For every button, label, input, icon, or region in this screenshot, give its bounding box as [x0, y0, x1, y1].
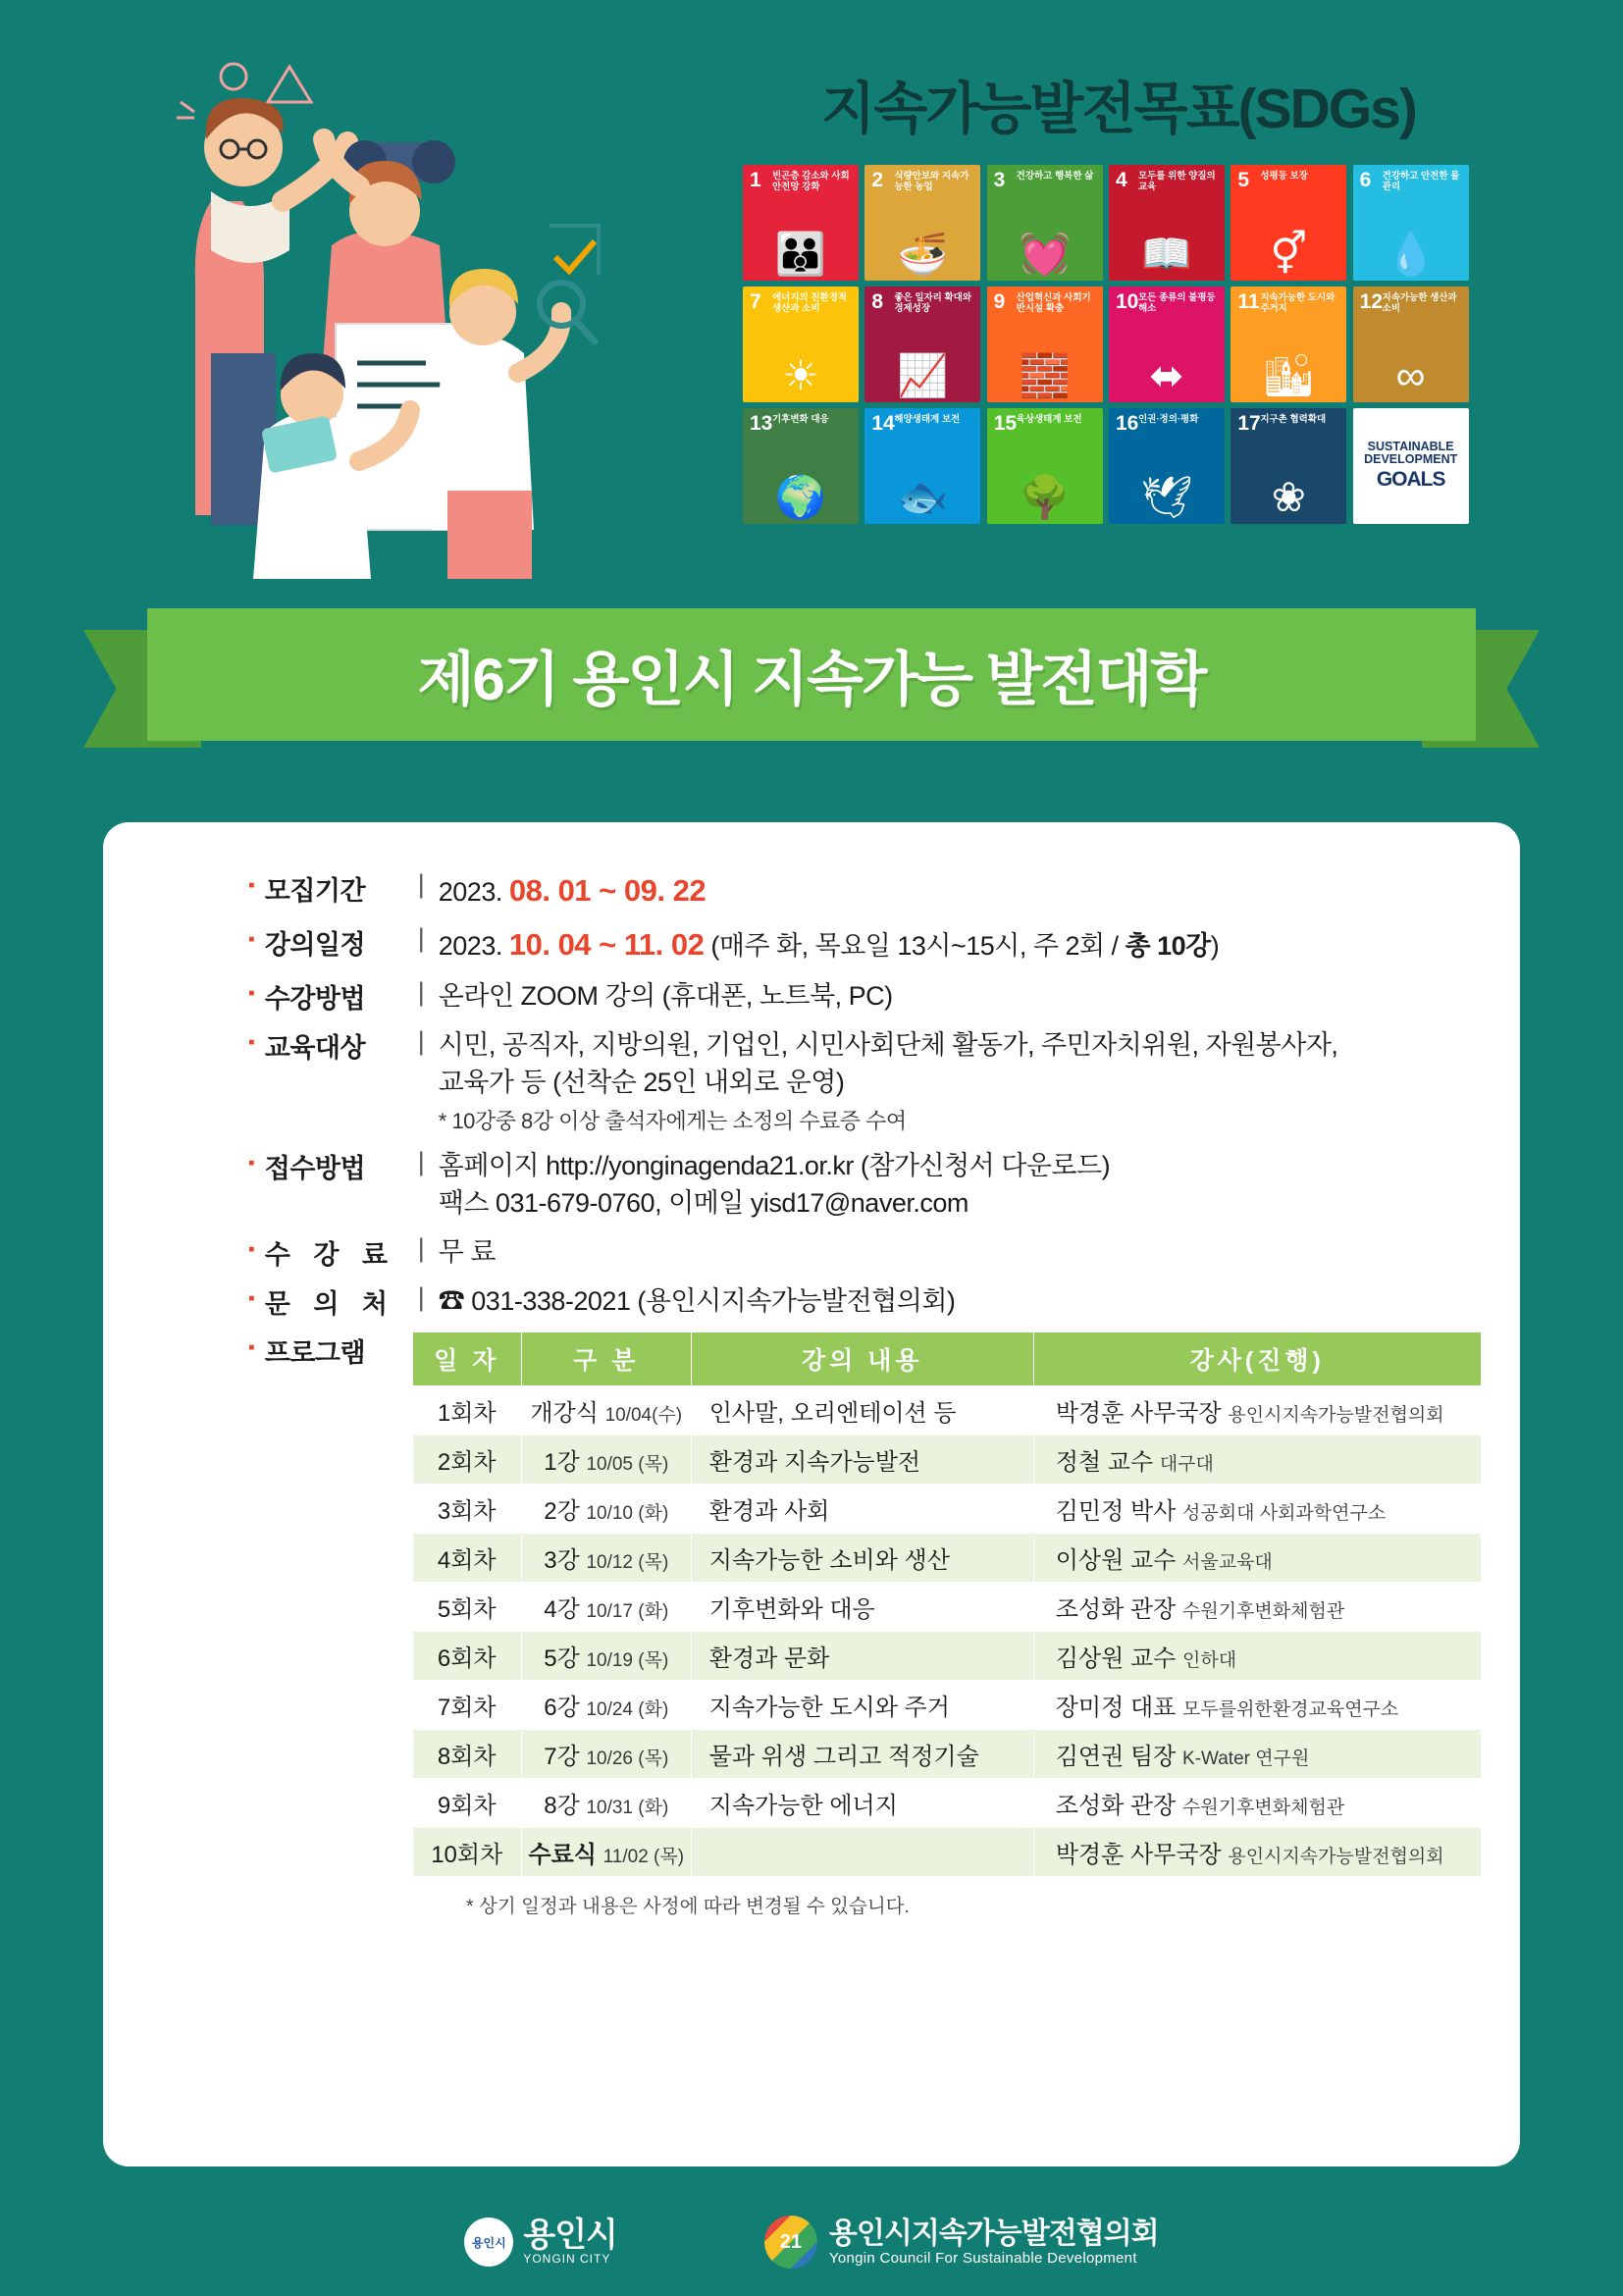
cell-no: 6회차 [412, 1631, 521, 1680]
lect-name: 정철 교수 [1055, 1448, 1154, 1476]
th-date: 일 자 [412, 1331, 521, 1385]
info-row-recruit [248, 869, 1494, 913]
divider: | [417, 977, 425, 1008]
sdg-goal-label: 좋은 일자리 확대와 경제성장 [894, 292, 972, 314]
div-text: 7강 [544, 1743, 580, 1770]
schedule-label: 강의일정 [264, 930, 366, 961]
cell-no: 1회차 [412, 1385, 521, 1435]
council-logo [764, 2216, 1159, 2269]
recruit-range: 08. 01 ~ 09. 22 [508, 873, 707, 908]
apply-value [439, 1147, 1110, 1223]
target-line2: 교육가 등 (선착순 25인 내외로 운영) [438, 1068, 845, 1098]
lect-name: 박경훈 사무국장 [1055, 1841, 1222, 1868]
sdg-goal-icon: 🍜 [897, 231, 949, 277]
bullet-icon: ▪ [248, 875, 255, 896]
target-note: * 10강중 8강 이상 출석자에게는 소정의 수료증 수여 [438, 1108, 907, 1133]
sdg-goal-icon: 💓 [1019, 231, 1071, 277]
sdg-goal-11 [1230, 287, 1346, 402]
th-content: 강의 내용 [691, 1331, 1033, 1385]
cell-title: 지속가능한 에너지 [691, 1778, 1033, 1827]
sdg-goal-15 [987, 408, 1103, 524]
cell-lecturer [1033, 1484, 1481, 1533]
lect-name: 조성화 관장 [1055, 1595, 1177, 1623]
apply-label: 접수방법 [264, 1153, 366, 1183]
lect-affil: K-Water 연구원 [1182, 1748, 1310, 1769]
divider: | [417, 1146, 425, 1176]
cell-title: 환경과 문화 [691, 1631, 1033, 1680]
div-text: 5강 [544, 1644, 580, 1672]
cell-lecturer [1033, 1778, 1481, 1827]
sdg-goal-7 [743, 287, 859, 402]
cell-no: 7회차 [412, 1680, 521, 1729]
fee-label: 수 강 료 [264, 1239, 395, 1270]
schedule-value [439, 923, 1220, 966]
sdg-goal-label: 모든 종류의 불평등 해소 [1138, 292, 1216, 314]
lect-affil: 서울교육대 [1182, 1551, 1273, 1573]
sdg-goal-label: 에너지의 친환경적 생산과 소비 [772, 292, 848, 314]
cell-title: 기후변화와 대응 [691, 1582, 1033, 1631]
sdg-goal-label: 육상생태계 보전 [1016, 414, 1082, 425]
divider: | [417, 1026, 425, 1057]
cell-lecturer [1033, 1827, 1481, 1876]
sdg-goal-1 [743, 165, 859, 281]
sdg-goal-icon: 🐟 [897, 474, 949, 520]
table-row [412, 1533, 1481, 1582]
div-date: 10/12 (목) [586, 1551, 669, 1573]
div-date: 10/04(수) [604, 1404, 683, 1426]
th-lecturer: 강사(진행) [1033, 1331, 1481, 1385]
sdg-goal-icon: 🏙 [1262, 352, 1315, 398]
sdg-goal-label: 빈곤층 감소와 사회안전망 강화 [772, 171, 850, 192]
div-text: 2강 [544, 1497, 580, 1525]
sdg-goal-17 [1230, 408, 1346, 524]
ribbon-band [147, 608, 1476, 741]
lect-name: 박경훈 사무국장 [1055, 1399, 1222, 1427]
table-header-row [412, 1331, 1481, 1385]
sdg-goal-6 [1353, 165, 1469, 281]
cell-no: 4회차 [412, 1533, 521, 1582]
cell-lecturer [1033, 1435, 1481, 1484]
lect-affil: 수원기후변화체험관 [1182, 1797, 1345, 1818]
sdg-logo-line2: GOALS [1376, 468, 1445, 492]
council-en: Yongin Council For Sustainable Development [828, 2250, 1137, 2267]
info-row-program [248, 1331, 1494, 1877]
lect-name: 김연권 팀장 [1055, 1743, 1177, 1770]
sdg-goal-5 [1230, 165, 1346, 281]
contact-number: 031-338-2021 (용인시지속가능발전협의회) [471, 1285, 956, 1316]
sdg-goal-icon: 👪 [774, 231, 827, 277]
sdg-goal-number: 16 [1116, 412, 1139, 435]
cell-div [521, 1680, 691, 1729]
table-body [412, 1385, 1481, 1876]
info-list [248, 869, 1494, 1918]
cell-title [691, 1827, 1033, 1876]
div-date: 10/05 (목) [586, 1453, 669, 1475]
cell-lecturer [1033, 1582, 1481, 1631]
fee-value: 무 료 [438, 1236, 496, 1267]
sdg-goal-icon: ∞ [1395, 352, 1426, 398]
cell-title: 지속가능한 소비와 생산 [691, 1533, 1033, 1582]
cell-div [521, 1827, 691, 1876]
sdg-goal-icon: 📈 [897, 352, 949, 398]
info-row-target [248, 1026, 1494, 1136]
sdg-goal-icon: ❀ [1271, 474, 1306, 520]
cell-lecturer [1033, 1729, 1481, 1778]
sdg-goal-grid [743, 165, 1469, 524]
cell-div [521, 1435, 691, 1484]
bullet-icon: ▪ [248, 983, 255, 1005]
sdg-goal-3 [987, 165, 1103, 281]
info-row-apply [248, 1147, 1494, 1223]
program-label: 프로그램 [264, 1337, 366, 1368]
contact-label: 문 의 처 [264, 1288, 395, 1319]
yongin-city-mark: 용인시 [464, 2218, 513, 2267]
info-card [103, 822, 1520, 2166]
sdg-goal-icon: 🧱 [1019, 352, 1071, 398]
cell-title: 물과 위생 그리고 적정기술 [691, 1729, 1033, 1778]
divider: | [417, 1281, 425, 1312]
cell-no: 3회차 [412, 1484, 521, 1533]
info-row-fee [248, 1233, 1494, 1272]
sdg-goal-number: 2 [871, 169, 884, 191]
sdg-goal-12 [1353, 287, 1469, 402]
bullet-icon: ▪ [248, 1287, 255, 1309]
sdg-goal-label: 건강하고 안전한 물관리 [1382, 171, 1460, 192]
yongin-city-en: YONGIN CITY [523, 2252, 611, 2266]
sdg-goal-number: 6 [1359, 169, 1372, 191]
sdg-goal-icon: 📖 [1140, 231, 1193, 277]
lect-affil: 용인시지속가능발전협의회 [1228, 1404, 1444, 1426]
table-row [412, 1680, 1481, 1729]
bullet-icon: ▪ [248, 1336, 255, 1358]
cell-lecturer [1033, 1631, 1481, 1680]
method-label: 수강방법 [264, 984, 366, 1015]
recruit-year: 2023. [438, 877, 502, 907]
cell-no: 10회차 [412, 1827, 521, 1876]
sdg-goal-number: 11 [1237, 290, 1260, 313]
council-mark: 21 [764, 2216, 817, 2269]
div-text: 수료식 [528, 1841, 597, 1868]
sdg-goal-number: 1 [750, 169, 761, 191]
cell-div [521, 1385, 691, 1435]
sdg-goal-icon: 🌍 [774, 474, 827, 520]
th-division: 구 분 [521, 1331, 691, 1385]
sdg-goal-9 [987, 287, 1103, 402]
table-row [412, 1435, 1481, 1484]
table-row [412, 1778, 1481, 1827]
recruit-label: 모집기간 [264, 876, 366, 906]
div-date: 10/17 (화) [586, 1600, 669, 1622]
div-text: 6강 [544, 1694, 580, 1721]
council-name: 용인시지속가능발전협의회 [828, 2218, 1159, 2250]
cell-div [521, 1582, 691, 1631]
lect-affil: 성공회대 사회과학연구소 [1182, 1502, 1387, 1524]
poster-footer [0, 2188, 1623, 2296]
sdg-title: 지속가능발전목표(SDGs) [821, 78, 1416, 140]
div-text: 8강 [544, 1792, 580, 1819]
sdg-goal-number: 12 [1359, 290, 1384, 313]
cell-div [521, 1484, 691, 1533]
lect-affil: 용인시지속가능발전협의회 [1228, 1846, 1444, 1867]
sdg-goal-2 [864, 165, 980, 281]
div-text: 개강식 [530, 1399, 599, 1427]
yongin-city-logo [464, 2218, 617, 2267]
cell-no: 5회차 [412, 1582, 521, 1631]
lect-name: 장미정 대표 [1055, 1694, 1177, 1721]
phone-icon: ☎ [438, 1285, 465, 1316]
sdg-goal-icon: 💧 [1385, 231, 1437, 277]
divider: | [417, 869, 425, 899]
sdg-goal-icon: ⬌ [1149, 352, 1184, 398]
sdg-goal-number: 17 [1237, 412, 1261, 435]
sdg-goal-4 [1109, 165, 1225, 281]
sdg-goal-number: 9 [993, 290, 1006, 313]
cell-div [521, 1533, 691, 1582]
cell-no: 2회차 [412, 1435, 521, 1484]
sdg-goal-number: 10 [1116, 290, 1139, 313]
sdg-goal-16 [1109, 408, 1225, 524]
sdg-logo-line1: SUSTAINABLE DEVELOPMENT [1364, 439, 1458, 466]
cell-title: 인사말, 오리엔테이션 등 [691, 1385, 1033, 1435]
sdg-goal-icon: 🕊 [1140, 474, 1193, 520]
table-row [412, 1582, 1481, 1631]
div-date: 11/02 (목) [602, 1846, 685, 1867]
bullet-icon: ▪ [248, 929, 255, 951]
cell-div [521, 1729, 691, 1778]
cell-title: 환경과 지속가능발전 [691, 1435, 1033, 1484]
poster-title: 제6기 용인시 지속가능 발전대학 [417, 646, 1206, 712]
cell-div [521, 1778, 691, 1827]
sdg-goal-icon: ☀ [782, 352, 819, 398]
sdg-goal-label: 산업혁신과 사회기반시설 확충 [1016, 292, 1091, 314]
table-row [412, 1729, 1481, 1778]
schedule-detail-bold: 총 10강 [1125, 931, 1211, 962]
contact-value [439, 1282, 956, 1320]
sdg-goal-icon: ⚥ [1270, 231, 1308, 277]
method-value: 온라인 ZOOM 강의 (휴대폰, 노트북, PC) [438, 981, 893, 1012]
sdg-goal-label: 기후변화 대응 [772, 414, 829, 425]
sdg-goal-label: 지속가능한 생산과 소비 [1382, 292, 1457, 314]
target-line1: 시민, 공직자, 지방의원, 기업인, 시민사회단체 활동가, 주민자치위원, 자원봉사자, [438, 1030, 1338, 1061]
schedule-range: 10. 04 ~ 11. 02 [508, 927, 705, 963]
lect-affil: 모두를위한환경교육연구소 [1182, 1698, 1399, 1720]
sdg-goal-14 [864, 408, 980, 524]
div-text: 3강 [544, 1546, 580, 1574]
table-row [412, 1484, 1481, 1533]
div-date: 10/10 (화) [586, 1502, 669, 1524]
lect-affil: 인하대 [1182, 1649, 1237, 1671]
lect-name: 조성화 관장 [1055, 1792, 1177, 1819]
table-row [412, 1385, 1481, 1435]
div-date: 10/19 (목) [586, 1649, 669, 1671]
cell-lecturer [1033, 1680, 1481, 1729]
sdg-goal-number: 3 [993, 169, 1006, 191]
div-date: 10/24 (화) [586, 1698, 669, 1720]
recruit-value [439, 869, 706, 913]
schedule-detail-pre: (매주 화, 목요일 13시~15시, 주 2회 / [710, 931, 1126, 962]
cell-title: 환경과 사회 [691, 1484, 1033, 1533]
table-note: * 상기 일정과 내용은 사정에 따라 변경될 수 있습니다. [466, 1895, 910, 1917]
poster-header [0, 0, 1623, 608]
target-value [439, 1026, 1338, 1136]
table-row [412, 1631, 1481, 1680]
yongin-city-name: 용인시 [523, 2217, 617, 2254]
target-label: 교육대상 [264, 1033, 366, 1064]
sdg-logo-cell [1353, 408, 1469, 524]
people-illustration [118, 29, 667, 579]
sdg-goal-label: 지구촌 협력확대 [1260, 414, 1327, 425]
sdg-goal-label: 성평등 보장 [1260, 171, 1308, 182]
sdg-goal-label: 인권·정의·평화 [1138, 414, 1199, 425]
apply-line2: 팩스 031-679-0760, 이메일 yisd17@naver.com [438, 1188, 969, 1219]
info-row-method [248, 977, 1494, 1016]
lect-affil: 대구대 [1159, 1453, 1214, 1475]
sdg-goal-label: 건강하고 행복한 삶 [1016, 171, 1094, 182]
schedule-detail-post: ) [1210, 931, 1220, 962]
sdg-goal-number: 14 [871, 412, 895, 435]
div-date: 10/31 (화) [586, 1797, 669, 1818]
info-row-contact [248, 1282, 1494, 1321]
sdg-goal-number: 15 [993, 412, 1018, 435]
div-text: 4강 [544, 1595, 580, 1623]
schedule-year: 2023. [438, 931, 502, 962]
cell-lecturer [1033, 1533, 1481, 1582]
table-row [412, 1827, 1481, 1876]
sdg-goal-label: 해양생태계 보전 [894, 414, 961, 425]
divider: | [417, 1232, 425, 1263]
bullet-icon: ▪ [248, 1032, 255, 1054]
divider: | [417, 923, 425, 954]
sdg-goal-number: 13 [750, 412, 773, 435]
bullet-icon: ▪ [248, 1238, 255, 1260]
program-table [412, 1331, 1482, 1877]
sdg-goal-number: 7 [750, 290, 761, 313]
div-date: 10/26 (목) [586, 1748, 669, 1769]
cell-lecturer [1033, 1385, 1481, 1435]
sdg-goal-number: 4 [1116, 169, 1127, 191]
sdg-goal-number: 8 [871, 290, 884, 313]
sdg-goal-label: 지속가능한 도시와 주거지 [1260, 292, 1335, 314]
sdg-goal-label: 식량안보와 지속가능한 농업 [894, 171, 969, 192]
cell-no: 9회차 [412, 1778, 521, 1827]
lect-affil: 수원기후변화체험관 [1182, 1600, 1345, 1622]
div-text: 1강 [544, 1448, 580, 1476]
sdg-goal-label: 모두를 위한 양질의 교육 [1138, 171, 1216, 192]
sdg-goal-icon: 🌳 [1019, 474, 1071, 520]
lect-name: 이상원 교수 [1055, 1546, 1177, 1574]
lect-name: 김민정 박사 [1055, 1497, 1177, 1525]
cell-div [521, 1631, 691, 1680]
lect-name: 김상원 교수 [1055, 1644, 1177, 1672]
info-row-schedule [248, 923, 1494, 966]
cell-no: 8회차 [412, 1729, 521, 1778]
apply-line1: 홈페이지 http://yonginagenda21.or.kr (참가신청서 다운로드) [438, 1150, 1111, 1180]
sdg-goal-8 [864, 287, 980, 402]
bullet-icon: ▪ [248, 1152, 255, 1174]
sdg-goal-10 [1109, 287, 1225, 402]
sdg-goal-13 [743, 408, 859, 524]
sdg-goal-number: 5 [1237, 169, 1250, 191]
title-ribbon [0, 608, 1623, 775]
cell-title: 지속가능한 도시와 주거 [691, 1680, 1033, 1729]
